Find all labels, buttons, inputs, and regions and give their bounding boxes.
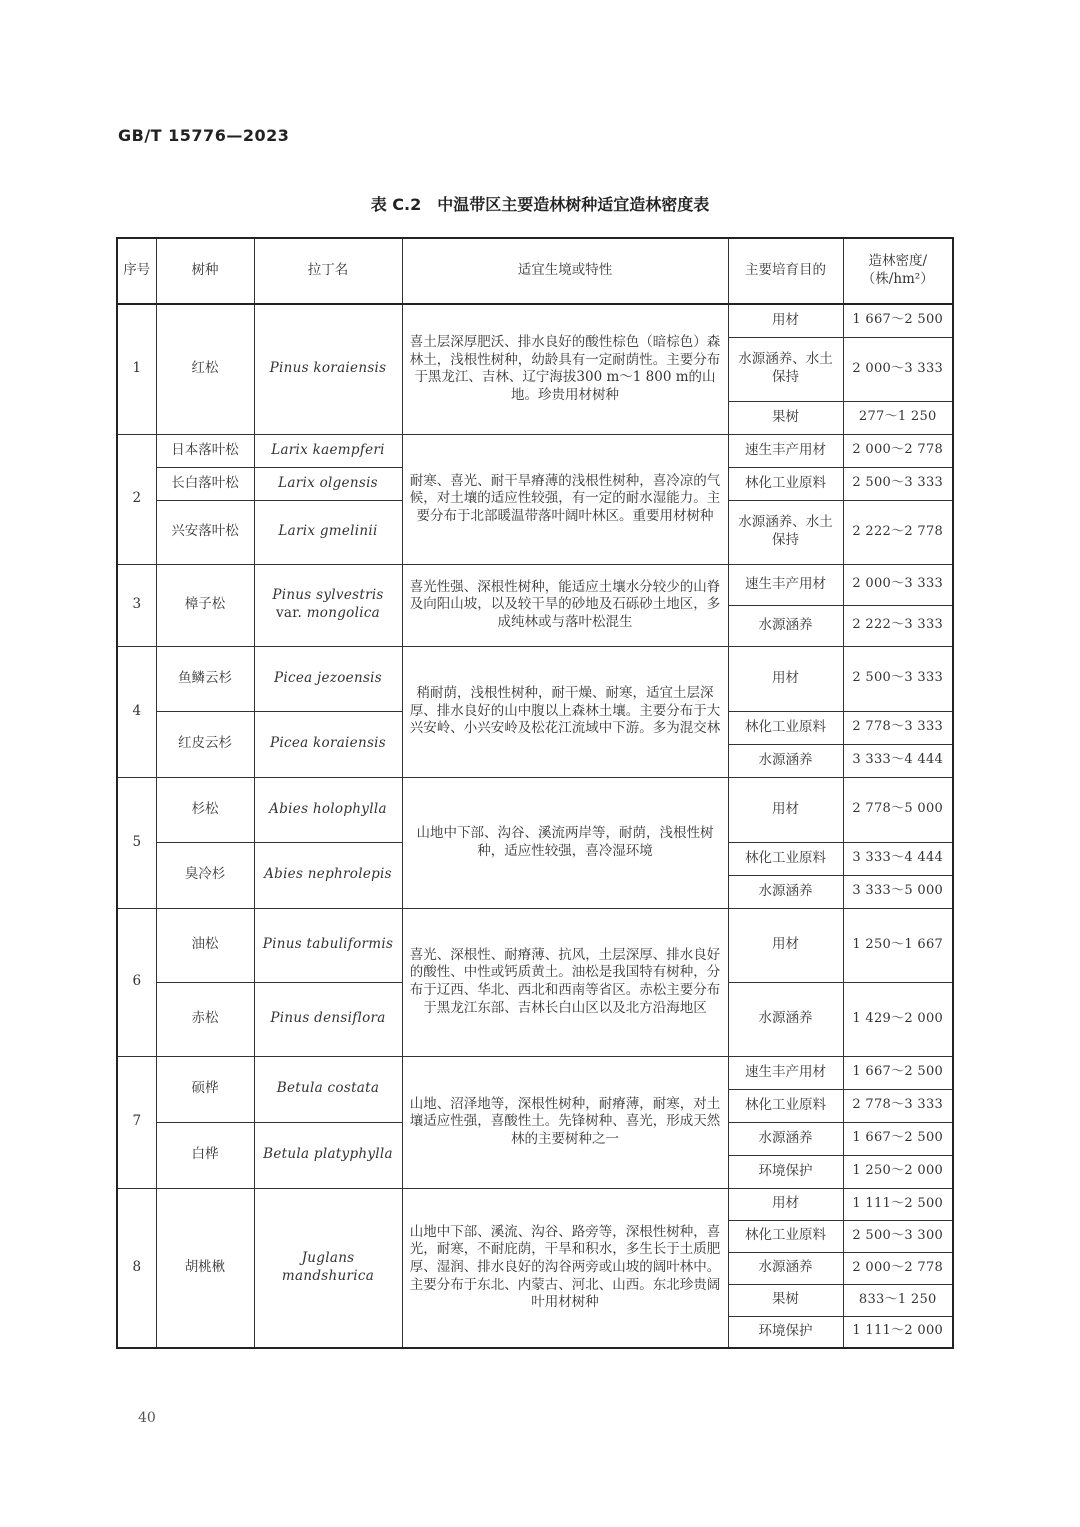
purpose: 用材 [728,304,843,337]
density: 2 500～3 333 [843,467,953,500]
habitat-description: 耐寒、喜光、耐干旱瘠薄的浅根性树种，喜冷凉的气候，对土壤的适应性较强，有一定的耐水湿能力。主要分布于北部暖温带落叶阔叶林区。重要用材树种 [402,434,728,564]
purpose: 水源涵养 [728,875,843,908]
purpose: 果树 [728,1284,843,1316]
purpose: 水源涵养 [728,982,843,1056]
table-row [117,1056,953,1089]
species-name: 樟子松 [156,564,254,646]
density: 833～1 250 [843,1284,953,1316]
latin-name: Betula costata [254,1056,402,1122]
density: 3 333～5 000 [843,875,953,908]
habitat-description: 山地、沼泽地等，深根性树种，耐瘠薄，耐寒，对土壤适应性强，喜酸性土。先锋树种、喜光，形成天然林的主要树种之一 [402,1056,728,1188]
density: 2 222～2 778 [843,500,953,564]
column-header: 造林密度/（株/hm²） [843,238,953,304]
latin-name-part: mandshurica [281,1267,375,1284]
density: 2 500～3 300 [843,1220,953,1252]
table-header-row [117,238,953,304]
row-number: 4 [117,646,156,777]
table-row [117,434,953,467]
density: 1 250～1 667 [843,908,953,982]
latin-name: Larix olgensis [254,467,402,500]
density: 2 778～5 000 [843,777,953,842]
row-number: 6 [117,908,156,1056]
purpose: 果树 [728,401,843,434]
latin-name: Pinus densiflora [254,982,402,1056]
latin-name: Betula platyphylla [254,1122,402,1188]
species-name: 日本落叶松 [156,434,254,467]
density: 1 111～2 500 [843,1188,953,1220]
purpose: 用材 [728,646,843,711]
column-header: 树种 [156,238,254,304]
latin-name [254,564,402,646]
species-name: 杉松 [156,777,254,842]
habitat-description: 喜光性强、深根性树种，能适应土壤水分较少的山脊及向阳山坡，以及较干旱的砂地及石砾砂土地区，多成纯林或与落叶松混生 [402,564,728,646]
density: 3 333～4 444 [843,842,953,875]
column-header: 序号 [117,238,156,304]
habitat-description: 稍耐荫，浅根性树种，耐干燥、耐寒，适宜土层深厚、排水良好的山中腹以上森林土壤。主要分布于大兴安岭、小兴安岭及松花江流域中下游。多为混交林 [402,646,728,777]
row-number: 7 [117,1056,156,1188]
habitat-description: 山地中下部、溪流、沟谷、路旁等，深根性树种，喜光，耐寒，不耐庇荫，干旱和积水，多生长于土质肥厚、湿润、排水良好的沟谷两旁或山坡的阔叶林中。主要分布于东北、内蒙古、河北、山西。东北珍贵阔叶用材树种 [402,1188,728,1348]
species-name: 油松 [156,908,254,982]
density-table [116,237,954,1349]
purpose: 水源涵养、水土保持 [728,500,843,564]
latin-name: Pinus koraiensis [254,304,402,434]
density: 277～1 250 [843,401,953,434]
purpose: 速生丰产用材 [728,434,843,467]
purpose: 林化工业原料 [728,711,843,744]
density: 1 250～2 000 [843,1155,953,1188]
purpose: 水源涵养 [728,1122,843,1155]
table-title: 表 C.2 中温带区主要造林树种适宜造林密度表 [370,195,710,214]
density: 1 667～2 500 [843,1056,953,1089]
purpose: 水源涵养 [728,1252,843,1284]
latin-name-part: Juglans [301,1250,355,1267]
table-row [117,1188,953,1220]
density: 2 000～3 333 [843,337,953,401]
purpose: 速生丰产用材 [728,1056,843,1089]
latin-name-part: var. [275,605,303,621]
density: 1 667～2 500 [843,1122,953,1155]
density: 1 111～2 000 [843,1316,953,1348]
density: 2 778～3 333 [843,1089,953,1122]
latin-name [254,1188,402,1348]
species-name: 赤松 [156,982,254,1056]
purpose: 林化工业原料 [728,1089,843,1122]
species-name: 红松 [156,304,254,434]
density: 2 000～2 778 [843,1252,953,1284]
density: 1 429～2 000 [843,982,953,1056]
latin-name: Pinus tabuliformis [254,908,402,982]
density: 2 778～3 333 [843,711,953,744]
purpose: 林化工业原料 [728,467,843,500]
table-row [117,777,953,842]
row-number: 1 [117,304,156,434]
species-name: 白桦 [156,1122,254,1188]
column-header: 主要培育目的 [728,238,843,304]
purpose: 水源涵养 [728,605,843,646]
page-number: 40 [138,1410,156,1426]
latin-name-part: mongolica [306,605,381,621]
latin-name: Abies nephrolepis [254,842,402,908]
habitat-description: 喜光、深根性、耐瘠薄、抗风，土层深厚、排水良好的酸性、中性或钙质黄土。油松是我国特有树种，分布于辽西、华北、西北和西南等省区。赤松主要分布于黑龙江东部、吉林长白山区以及北方沿海地区 [402,908,728,1056]
latin-name-part: Pinus sylvestris [272,587,384,604]
table-row [117,304,953,337]
purpose: 用材 [728,908,843,982]
density: 2 000～3 333 [843,564,953,605]
document-code: GB/T 15776—2023 [118,126,290,145]
purpose: 水源涵养、水土保持 [728,337,843,401]
species-name: 鱼鳞云杉 [156,646,254,711]
row-number: 5 [117,777,156,908]
table-row [117,646,953,711]
row-number: 2 [117,434,156,564]
latin-name: Larix gmelinii [254,500,402,564]
density: 2 000～2 778 [843,434,953,467]
purpose: 环境保护 [728,1316,843,1348]
species-name: 兴安落叶松 [156,500,254,564]
species-name: 红皮云杉 [156,711,254,777]
species-name: 硕桦 [156,1056,254,1122]
purpose: 林化工业原料 [728,1220,843,1252]
latin-name: Picea koraiensis [254,711,402,777]
purpose: 水源涵养 [728,744,843,777]
purpose: 用材 [728,777,843,842]
table-row [117,908,953,982]
latin-name: Picea jezoensis [254,646,402,711]
density: 2 500～3 333 [843,646,953,711]
column-header: 拉丁名 [254,238,402,304]
purpose: 速生丰产用材 [728,564,843,605]
row-number: 3 [117,564,156,646]
purpose: 林化工业原料 [728,842,843,875]
density: 1 667～2 500 [843,304,953,337]
latin-name: Larix kaempferi [254,434,402,467]
species-name: 臭冷杉 [156,842,254,908]
latin-name: Abies holophylla [254,777,402,842]
species-name: 胡桃楸 [156,1188,254,1348]
column-header: 适宜生境或特性 [402,238,728,304]
purpose: 用材 [728,1188,843,1220]
table-row [117,564,953,605]
row-number: 8 [117,1188,156,1348]
density: 2 222～3 333 [843,605,953,646]
density: 3 333～4 444 [843,744,953,777]
purpose: 环境保护 [728,1155,843,1188]
habitat-description: 喜土层深厚肥沃、排水良好的酸性棕色（暗棕色）森林土，浅根性树种，幼龄具有一定耐荫性。主要分布于黑龙江、吉林、辽宁海拔300 m～1 800 m的山地。珍贵用材树种 [402,304,728,434]
habitat-description: 山地中下部、沟谷、溪流两岸等，耐荫，浅根性树种，适应性较强，喜冷湿环境 [402,777,728,908]
species-name: 长白落叶松 [156,467,254,500]
